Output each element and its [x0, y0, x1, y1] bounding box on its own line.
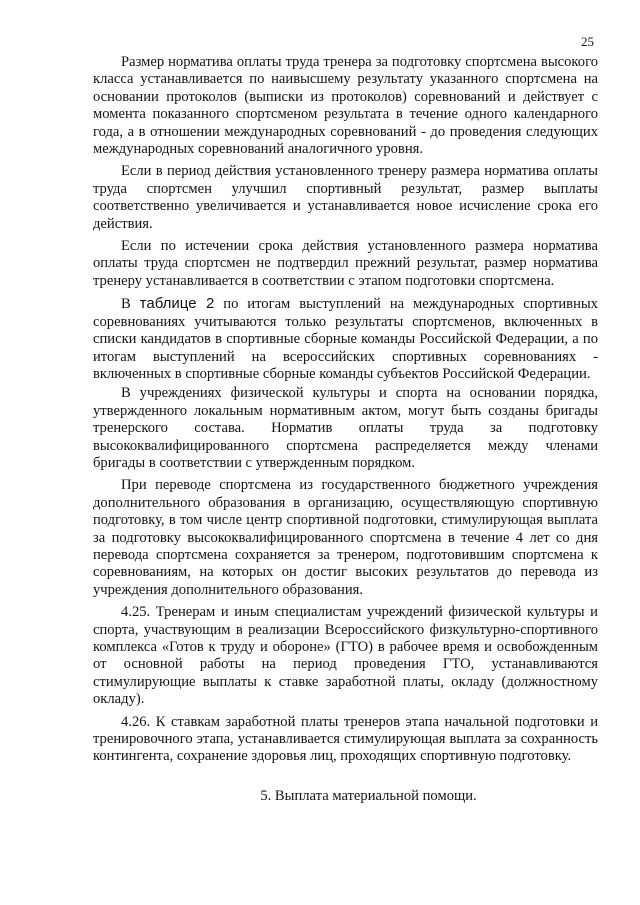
- paragraph-clause-4-25: 4.25. Тренерам и иным специалистам учреждений физической культуры и спорта, участвующим в реализации Всероссийского физкультурно-спортивного комплекса «Готов к труду и обороне» (ГТО) в рабочее время и освобожденным от основной работы на период проведения ГТО, устанавливаются стимулирующие выплаты к ставке заработной платы, окладу (должностному окладу).: [93, 604, 598, 708]
- page-number: 25: [581, 34, 594, 49]
- table2-suffix: по итогам выступлений на международных спортивных соревнованиях учитываются только результаты спортсменов, включенных в списки кандидатов в спортивные сборные команды Российской Федерации, а по итогам выступлений на всероссийских спортивных соревнованиях - включенных в спортивные сборные команды субъектов Российской Федерации.: [93, 296, 598, 382]
- paragraph-athlete-transfer: При переводе спортсмена из государственного бюджетного учреждения дополнительного образования в организацию, осуществляющую спортивную подготовку, в том числе центр спортивной подготовки, стимулирующая выплата за подготовку высококвалифицированного спортсмена в течение 4 лет со дня перевода спортсмена сохраняется за тренером, подготовившим спортсмена к соревнованиям, на которых он достиг высоких результатов до перевода из учреждения дополнительного образования.: [93, 477, 598, 598]
- document-body: [93, 54, 598, 805]
- paragraph-clause-4-26: 4.26. К ставкам заработной платы тренеров этапа начальной подготовки и тренировочного этапа, устанавливается стимулирующая выплата за сохранность контингента, сохранение здоровья лиц, проходящих спортивную подготовку.: [93, 713, 598, 765]
- paragraph-coaching-teams: В учреждениях физической культуры и спорта на основании порядка, утвержденного локальным нормативным актом, могут быть созданы бригады тренерского состава. Норматив оплаты труда за подготовку высококвалифицированного спортсмена распределяется между членами бригады в соответствии с утвержденным порядком.: [93, 385, 598, 471]
- paragraph-norm-size: Размер норматива оплаты труда тренера за подготовку спортсмена высокого класса устанавливается по наивысшему результату указанного спортсмена на основании протоколов (выписки из протоколов) соревнований и действует с момента показанного спортсменом результата в течение одного календарного года, а в отношении международных соревнований - до проведения следующих международных соревнований аналогичного уровня.: [93, 54, 598, 158]
- table2-prefix: В: [121, 296, 140, 313]
- paragraph-result-not-confirmed: Если по истечении срока действия установленного размера норматива оплаты труда спортсмен не подтвердил прежний результат, размер норматива тренеру устанавливается в соответствии с этапом подготовки спортсмена.: [93, 238, 598, 289]
- table2-emphasis: таблице 2: [139, 295, 215, 313]
- section-heading: 5. Выплата материальной помощи.: [260, 787, 477, 804]
- paragraph-table-2: [93, 295, 598, 383]
- paragraph-result-improved: Если в период действия установленного тренеру размера норматива оплаты труда спортсмен улучшил спортивный результат, размер выплаты соответственно увеличивается и устанавливается новое исчисление срока его действия.: [93, 163, 598, 232]
